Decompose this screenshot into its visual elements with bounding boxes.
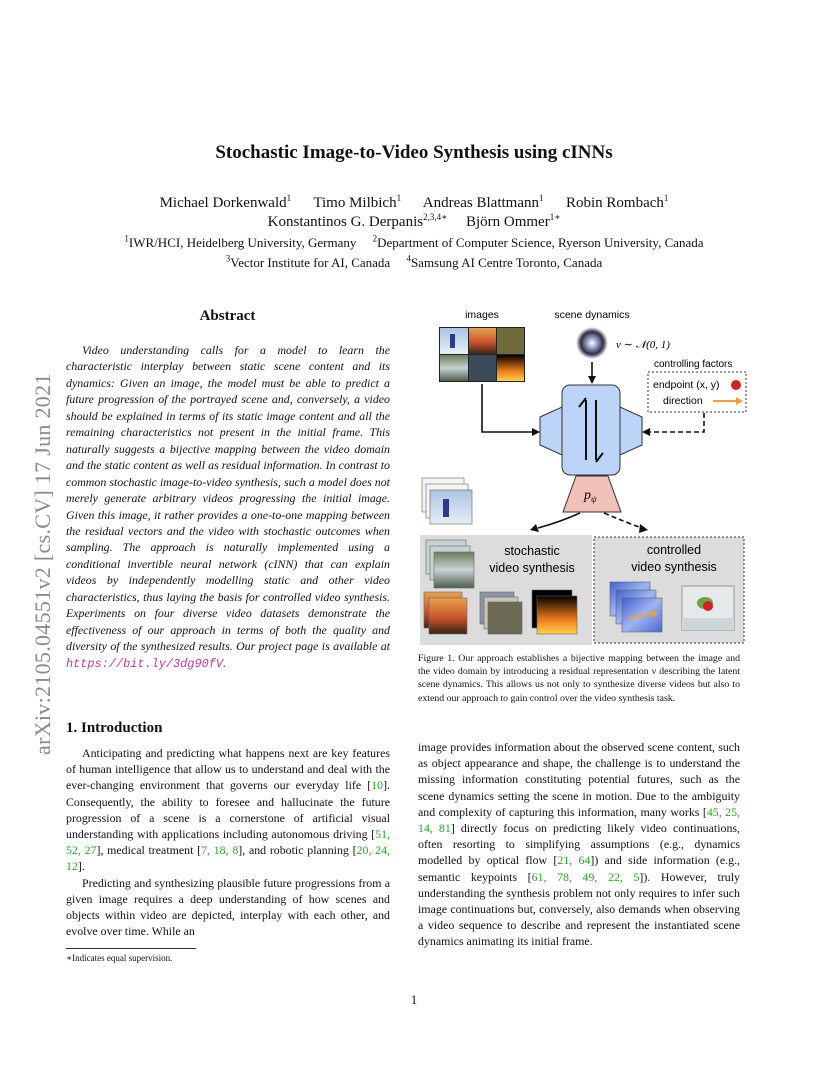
arxiv-identifier: arXiv:2105.04551v2 [cs.CV] 17 Jun 2021: [30, 373, 55, 755]
page-number: 1: [410, 992, 418, 1007]
endpoint-dot-icon: [731, 380, 741, 390]
figure-1-diagram: [420, 300, 750, 648]
paragraph: Predicting and synthesizing plausible future progressions from a given image requires a deep understanding of how scenes and objects within video are depicted, interplay with each other, and evolve over time. While an: [66, 875, 390, 939]
section-heading-introduction: 1. Introduction: [66, 720, 163, 736]
citation-link[interactable]: 7, 18, 8: [201, 843, 239, 858]
cinn-network-block: [540, 385, 642, 475]
endpoint-label: endpoint (x, y): [653, 379, 720, 391]
citation-link[interactable]: 61, 78, 49, 22, 5: [531, 869, 640, 884]
author: Andreas Blattmann$^1$: [422, 193, 544, 211]
stochastic-output-arrow: [538, 513, 580, 528]
author: Konstantinos G. Derpanis$^{2,3,4∗}$: [267, 212, 448, 230]
control-condition-arrow: [650, 413, 704, 432]
figure-caption: Figure 1. Our approach establishes a bijective mapping between the image and the video domain by introducing a residual representation ν describing the latent scene dynamics. This allows us not only to synthesize diverse videos but also to extend our approach to gain control over the video synthesis task.: [418, 653, 740, 704]
author: Michael Dorkenwald$^1$: [159, 193, 292, 211]
author: Robin Rombach$^1$: [566, 193, 669, 211]
authors-line-2: [0, 214, 828, 231]
paper-title: Stochastic Image-to-Video Synthesis using cINNs: [215, 142, 613, 163]
citation-link[interactable]: 10: [371, 778, 384, 793]
paragraph: Anticipating and predicting what happens next are key features of human intelligence that allow us to understand and deal with the ever-changing environment that governs our everyday life [10]. Consequently, the ability to foresee and hallucinate the future progression of a scene is a cornerstone of artificial visual understanding with applications including autonomous driving [51, 52, 27], medical treatment [7, 18, 8], and robotic planning [20, 24, 12].: [66, 746, 391, 874]
citation-link[interactable]: 21, 64: [557, 853, 591, 868]
stochastic-video-stack-sunset: [424, 592, 467, 634]
stochastic-video-stack-person: [422, 478, 472, 524]
controlled-synthesis-label: controlled: [646, 543, 702, 557]
affiliation: $^1$IWR/HCI, Heidelberg University, Germany: [124, 233, 357, 250]
stochastic-video-stack-landscape: [480, 592, 522, 634]
input-image-grid: [439, 327, 525, 382]
controlled-video-frame-plant: [682, 586, 734, 630]
decoder-label: $p_\psi$: [584, 488, 597, 504]
affiliation: $^3$Vector Institute for AI, Canada: [225, 253, 391, 270]
affiliations-line-2: [0, 255, 828, 271]
stochastic-video-stack-fire: [532, 590, 577, 634]
affiliation: $^4$Samsung AI Centre Toronto, Canada: [406, 253, 603, 270]
authors-line-1: [0, 195, 828, 212]
decoder-block: [563, 476, 621, 512]
controlling-factors-label: controlling factors: [654, 359, 733, 370]
author: Timo Milbich$^1$: [313, 193, 402, 211]
controlled-output-arrow: [604, 513, 642, 528]
abstract-heading: Abstract: [199, 308, 256, 324]
scene-dynamics-noise-icon: [576, 327, 608, 359]
author: Björn Ommer$^{1∗}$: [465, 212, 561, 230]
image-condition-arrow: [482, 384, 532, 432]
paragraph: image provides information about the observed scene content, such as object appearance and shape, the challenge is to understand the missing information constituting potential futures, such as the scene dynamics setting the scene in motion. Due to the ambiguity and complexity of capturing this information, many works [45, 25, 14, 81] directly focus on predicting likely video continuations, often resorting to simplifying assumptions (e.g., dynamics modelled by optical flow [21, 64]) and side information (e.g., semantic keypoints [61, 78, 49, 22, 5]). However, truly understanding the synthesis problem not only requires to infer such image continuations but, conversely, also demands when observing a video sequence to describe and represent the instantiated scene dynamics animating its initial frame.: [418, 740, 741, 949]
project-page-link[interactable]: https://bit.ly/3dg90fV: [66, 656, 223, 671]
direction-label: direction: [663, 395, 703, 407]
citation-link[interactable]: 45, 25, 14, 81: [418, 804, 740, 836]
direction-arrowhead-icon: [736, 397, 743, 405]
affiliation: $^2$Department of Computer Science, Ryerson University, Canada: [372, 233, 704, 250]
citation-link[interactable]: 20, 24, 12: [66, 843, 391, 874]
images-label: images: [465, 309, 499, 321]
right-column-text: [418, 739, 740, 950]
scene-dynamics-label: scene dynamics: [554, 309, 630, 321]
stochastic-synthesis-label: stochastic: [504, 544, 560, 558]
footnote-divider: [66, 948, 196, 949]
stochastic-synthesis-label-2: video synthesis: [489, 561, 575, 575]
abstract-text: Video understanding calls for a model to learn the characteristic interplay between static scene content and its dynamics: Given an image, the model must be able to predict a future progression of the portrayed scene and, conversely, a video should be explained in terms of its static image content and all the remaining characteristics not present in the initial frame. This naturally suggests a bijective mapping between the video domain and the static content as well as residual information. In contrast to common stochastic image-to-video synthesis, such a model does not merely generate arbitrary videos progressing the initial image. Given this image, it rather provides a one-to-one mapping between the residual vectors and the video with stochastic outcomes when sampling. The approach is naturally implemented using a conditional invertible neural network (cINN) that can explain videos by independently modelling static and other video characteristics, thus laying the basis for controlled video synthesis. Experiments on four diverse video datasets demonstrate the effectiveness of our approach in terms of both the quality and diversity of the synthesized results. Our project page is available at https://bit.ly/3dg90fV.: [66, 343, 390, 671]
citation-link[interactable]: 51, 52, 27: [66, 827, 390, 858]
controlled-synthesis-label-2: video synthesis: [631, 560, 717, 574]
affiliations-line-1: [0, 235, 828, 251]
introduction-text: [66, 745, 390, 939]
footnote: ∗Indicates equal supervision.: [66, 953, 173, 963]
nu-distribution-label: ν ∼ 𝒩(0, 1): [616, 339, 670, 351]
